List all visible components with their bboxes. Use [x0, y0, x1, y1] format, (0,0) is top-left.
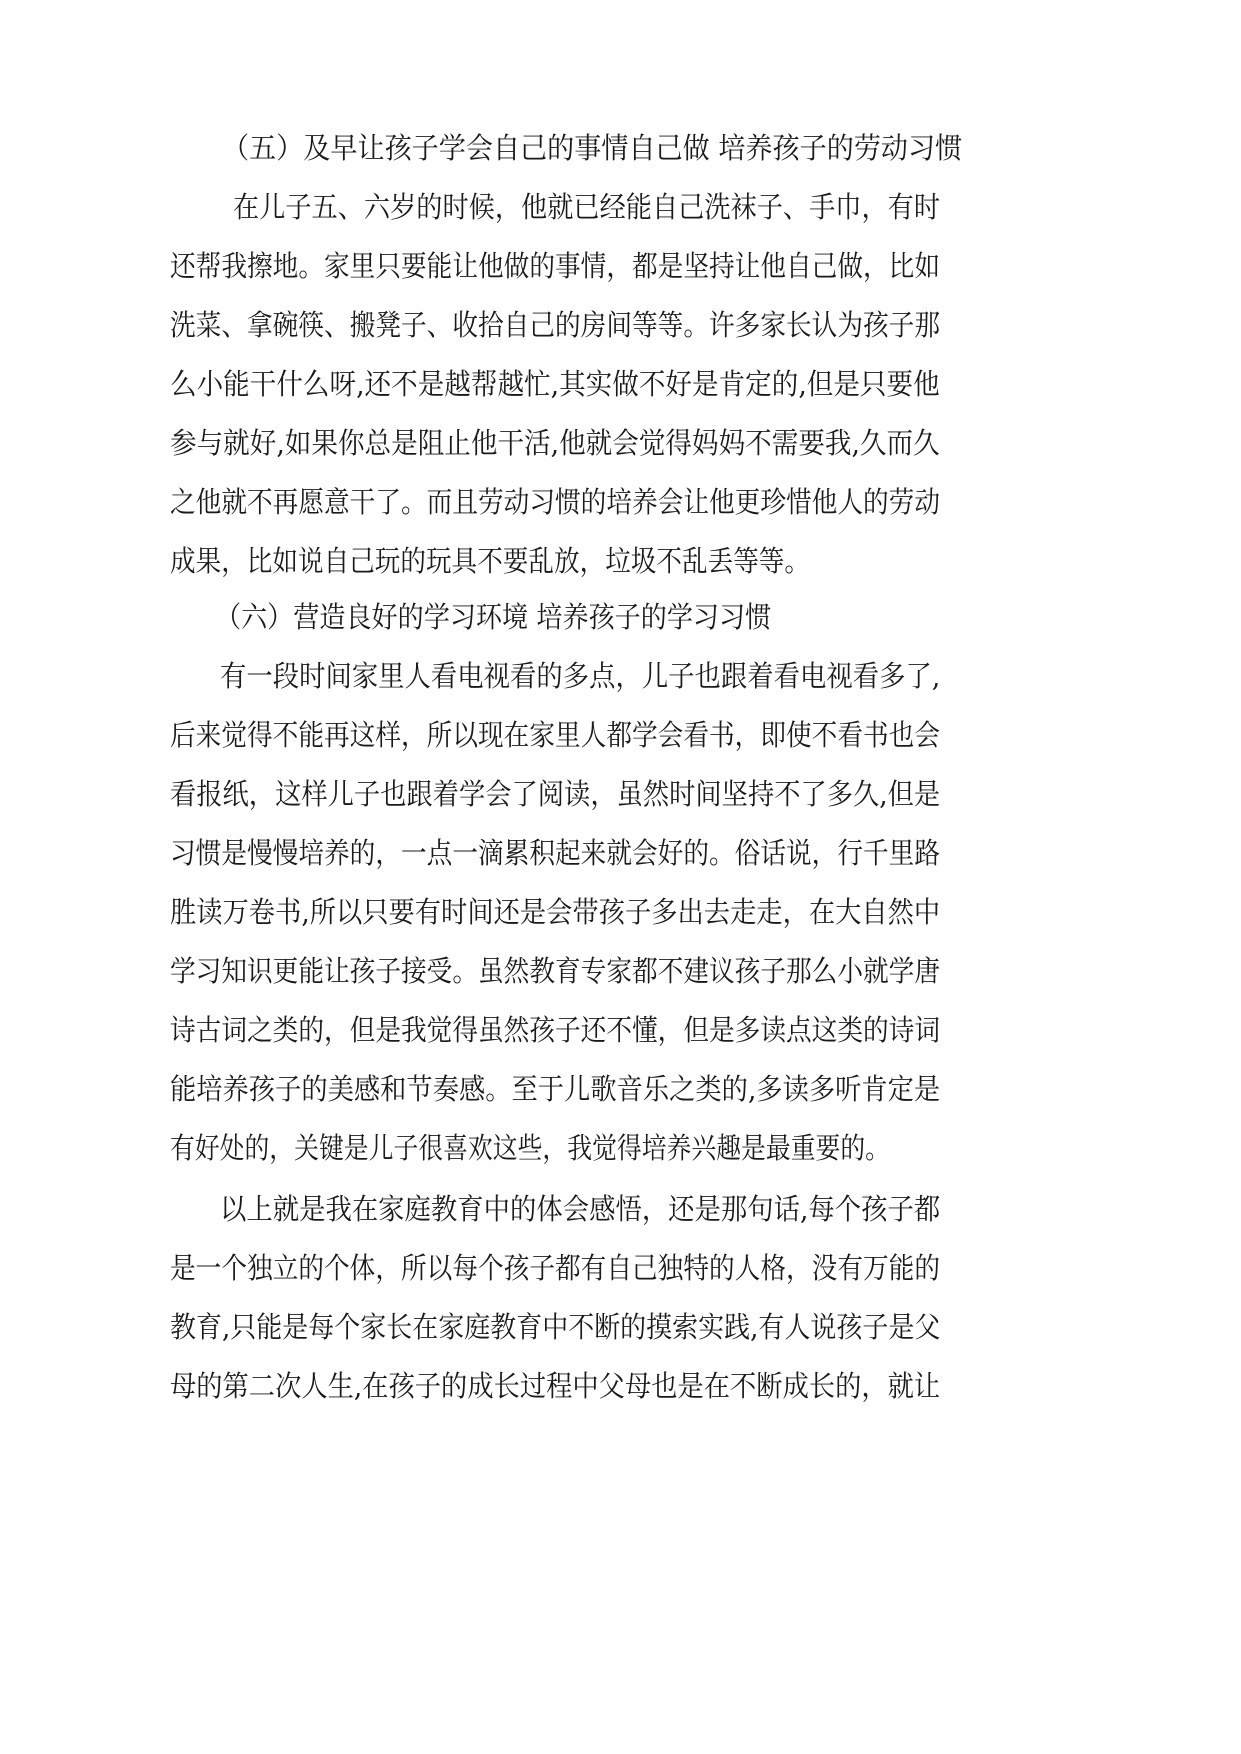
- paragraph-line: 习惯是慢慢培养的，一点一滴累积起来就会好的。俗话说，行千里路: [170, 836, 941, 870]
- paragraph-line: 还帮我擦地。家里只要能让他做的事情，都是坚持让他自己做，比如: [170, 249, 941, 283]
- paragraph-line: 有一段时间家里人看电视看的多点，儿子也跟着看电视看多了,: [220, 659, 941, 693]
- paragraph-line: 有好处的，关键是儿子很喜欢这些，我觉得培养兴趣是最重要的。: [170, 1131, 891, 1165]
- paragraph-line: 诗古词之类的，但是我觉得虽然孩子还不懂，但是多读点这类的诗词: [170, 1013, 941, 1047]
- paragraph-line: 之他就不再愿意干了。而且劳动习惯的培养会让他更珍惜他人的劳动: [170, 485, 941, 519]
- paragraph-line: 是一个独立的个体，所以每个孩子都有自己独特的人格，没有万能的: [170, 1251, 941, 1285]
- paragraph-line: 么小能干什么呀,还不是越帮越忙,其实做不好是肯定的,但是只要他: [170, 367, 940, 401]
- paragraph-line: 教育,只能是每个家长在家庭教育中不断的摸索实践,有人说孩子是父: [170, 1310, 941, 1344]
- paragraph-line: 学习知识更能让孩子接受。虽然教育专家都不建议孩子那么小就学唐: [170, 954, 941, 988]
- paragraph-line: 以上就是我在家庭教育中的体会感悟，还是那句话,每个孩子都: [220, 1192, 941, 1226]
- paragraph-line: 看报纸，这样儿子也跟着学会了阅读，虽然时间坚持不了多久,但是: [170, 777, 941, 811]
- paragraph-line: 后来觉得不能再这样，所以现在家里人都学会看书，即使不看书也会: [170, 718, 941, 752]
- paragraph-line: 参与就好,如果你总是阻止他干活,他就会觉得妈妈不需要我,久而久: [170, 426, 940, 460]
- heading-section-5: （五）及早让孩子学会自己的事情自己做 培养孩子的劳动习惯: [222, 131, 963, 165]
- paragraph-line: 胜读万卷书,所以只要有时间还是会带孩子多出去走走，在大自然中: [170, 895, 941, 929]
- paragraph-line: 在儿子五、六岁的时候，他就已经能自己洗袜子、手巾，有时: [233, 190, 941, 224]
- paragraph-line: 能培养孩子的美感和节奏感。至于儿歌音乐之类的,多读多听肯定是: [170, 1072, 941, 1106]
- paragraph-line: 洗菜、拿碗筷、搬凳子、收拾自己的房间等等。许多家长认为孩子那: [170, 308, 941, 342]
- paragraph-line: 母的第二次人生,在孩子的成长过程中父母也是在不断成长的，就让: [170, 1369, 941, 1403]
- paragraph-line: 成果，比如说自己玩的玩具不要乱放，垃圾不乱丢等等。: [170, 544, 811, 578]
- heading-section-6: （六）营造良好的学习环境 培养孩子的学习习惯: [215, 600, 772, 634]
